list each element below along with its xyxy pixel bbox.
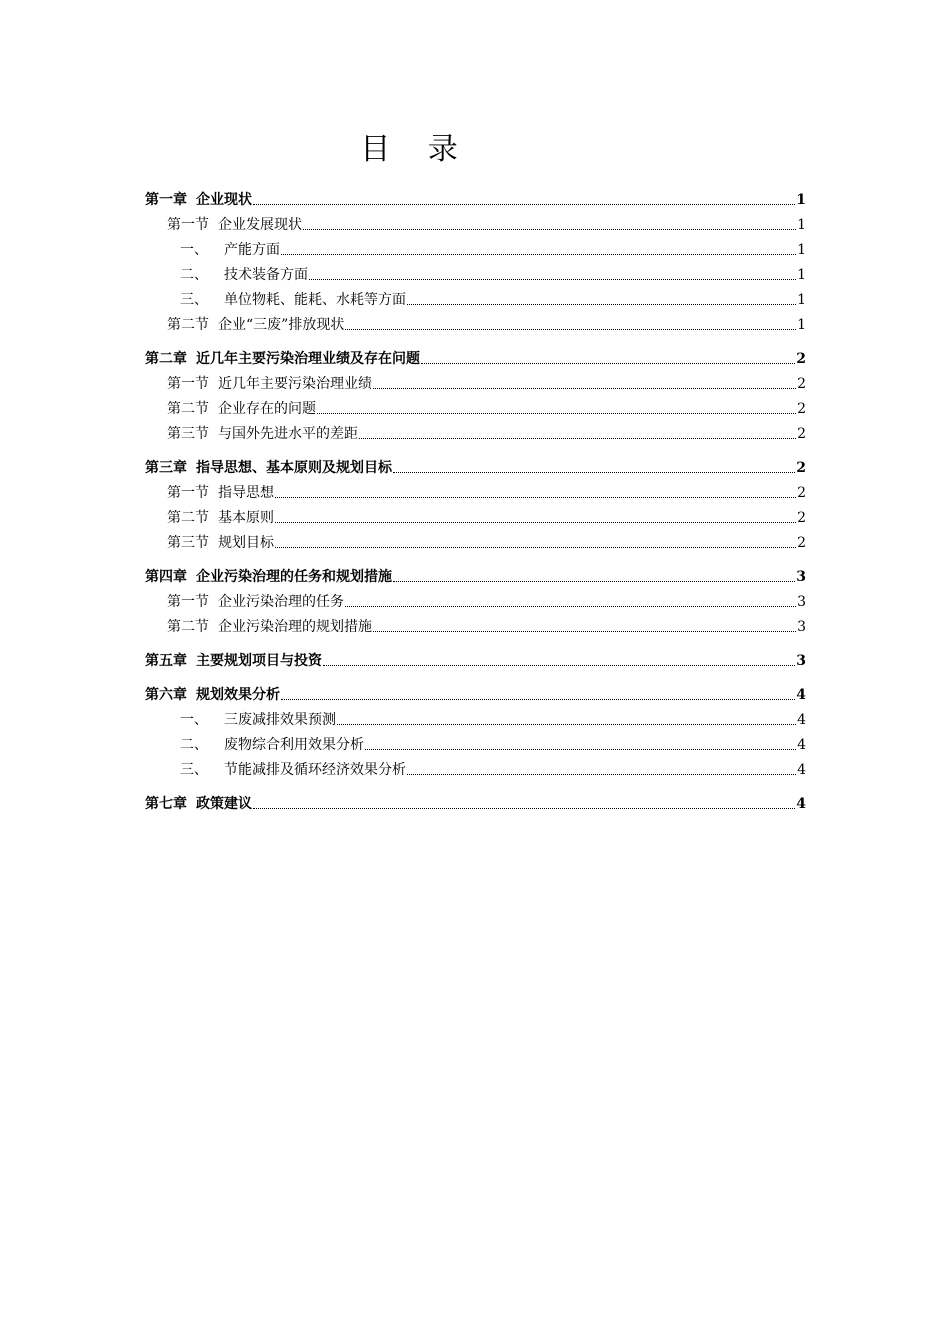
- toc-section-entry[interactable]: [145, 612, 806, 637]
- toc-entry-title: 三废减排效果预测: [224, 712, 336, 728]
- toc-dot-leader: [373, 388, 796, 389]
- toc-dot-leader: [337, 724, 796, 725]
- toc-dot-leader: [253, 808, 795, 809]
- toc-page-number: 1: [797, 242, 806, 258]
- toc-page-number: 2: [796, 460, 806, 476]
- toc-page-number: 2: [797, 510, 806, 526]
- toc-page-number: 2: [797, 535, 806, 551]
- toc-page-number: 2: [797, 426, 806, 442]
- toc-dot-leader: [303, 229, 796, 230]
- toc-entry-number: 第三节: [167, 426, 209, 442]
- toc-section-entry[interactable]: [145, 503, 806, 528]
- toc-section-entry[interactable]: [145, 369, 806, 394]
- toc-entry-number: 第二节: [167, 510, 209, 526]
- toc-entry-number: 第三章: [145, 460, 187, 476]
- toc-entry-title: 主要规划项目与投资: [196, 653, 322, 669]
- toc-entry-title: 企业污染治理的任务和规划措施: [196, 569, 392, 585]
- toc-entry-title: 政策建议: [196, 796, 252, 812]
- toc-entry-number: 第一节: [167, 376, 209, 392]
- toc-entry-number: 第二节: [167, 619, 209, 635]
- toc-page-number: 4: [797, 737, 806, 753]
- toc-entry-title: 节能减排及循环经济效果分析: [224, 762, 406, 778]
- toc-entry-number: 第二章: [145, 351, 187, 367]
- toc-page-number: 4: [796, 796, 806, 812]
- toc-entry-number: 第二节: [167, 317, 209, 333]
- toc-entry-title: 与国外先进水平的差距: [218, 426, 358, 442]
- toc-chapter-entry[interactable]: [145, 789, 806, 814]
- toc-entry-number: 第二节: [167, 401, 209, 417]
- toc-entry-number: 第七章: [145, 796, 187, 812]
- toc-dot-leader: [275, 497, 796, 498]
- toc-entry-number: 一、: [180, 242, 208, 258]
- toc-entry-title: 企业“三废”排放现状: [218, 317, 345, 333]
- toc-entry-number: 二、: [180, 267, 208, 283]
- toc-item-entry[interactable]: [145, 730, 806, 755]
- toc-page-number: 3: [796, 653, 806, 669]
- toc-entry-number: 第一章: [145, 192, 187, 208]
- toc-chapter-entry[interactable]: [145, 185, 806, 210]
- toc-dot-leader: [309, 279, 796, 280]
- toc-entry-number: 二、: [180, 737, 208, 753]
- toc-page-number: 1: [797, 292, 806, 308]
- toc-entry-number: 一、: [180, 712, 208, 728]
- toc-entry-title: 企业存在的问题: [218, 401, 316, 417]
- toc-title: 目 录: [360, 132, 472, 167]
- toc-dot-leader: [373, 631, 796, 632]
- toc-entry-title: 近几年主要污染治理业绩: [218, 376, 372, 392]
- toc-page-number: 1: [797, 317, 806, 333]
- toc-item-entry[interactable]: [145, 755, 806, 780]
- toc-entry-number: 第五章: [145, 653, 187, 669]
- toc-dot-leader: [253, 204, 795, 205]
- toc-dot-leader: [365, 749, 796, 750]
- toc-entry-title: 近几年主要污染治理业绩及存在问题: [196, 351, 420, 367]
- toc-dot-leader: [359, 438, 796, 439]
- toc-entry-number: 第四章: [145, 569, 187, 585]
- toc-page-number: 3: [796, 569, 806, 585]
- toc-entry-title: 企业污染治理的任务: [218, 594, 344, 610]
- toc-entry-number: 三、: [180, 292, 208, 308]
- toc-entry-title: 企业发展现状: [218, 217, 302, 233]
- toc-section-entry[interactable]: [145, 478, 806, 503]
- toc-dot-leader: [407, 774, 796, 775]
- toc-dot-leader: [317, 413, 796, 414]
- toc-section-entry[interactable]: [145, 528, 806, 553]
- toc-page-number: 2: [797, 485, 806, 501]
- toc-section-entry[interactable]: [145, 394, 806, 419]
- toc-dot-leader: [393, 472, 795, 473]
- toc-dot-leader: [281, 699, 795, 700]
- toc-page-number: 4: [797, 762, 806, 778]
- toc-page-number: 2: [797, 401, 806, 417]
- toc-entry-number: 第一节: [167, 485, 209, 501]
- toc-entry-title: 指导思想: [218, 485, 274, 501]
- toc-dot-leader: [345, 329, 796, 330]
- toc-page-number: 3: [797, 594, 806, 610]
- toc-section-entry[interactable]: [145, 210, 806, 235]
- toc-dot-leader: [281, 254, 796, 255]
- toc-page-number: 1: [796, 192, 806, 208]
- toc-entry-title: 规划效果分析: [196, 687, 280, 703]
- toc-entry-number: 第三节: [167, 535, 209, 551]
- toc-chapter-entry[interactable]: [145, 453, 806, 478]
- toc-entry-title: 企业污染治理的规划措施: [218, 619, 372, 635]
- toc-dot-leader: [275, 522, 796, 523]
- toc-entry-title: 规划目标: [218, 535, 274, 551]
- toc-chapter-entry[interactable]: [145, 646, 806, 671]
- toc-dot-leader: [345, 606, 796, 607]
- toc-section-entry[interactable]: [145, 310, 806, 335]
- toc-entry-number: 第一节: [167, 594, 209, 610]
- toc-dot-leader: [407, 304, 796, 305]
- toc-entry-number: 三、: [180, 762, 208, 778]
- toc-page-number: 2: [797, 376, 806, 392]
- toc-section-entry[interactable]: [145, 587, 806, 612]
- toc-entry-number: 第六章: [145, 687, 187, 703]
- toc-entry-title: 基本原则: [218, 510, 274, 526]
- toc-list: [145, 185, 806, 814]
- toc-page-number: 1: [797, 217, 806, 233]
- toc-item-entry[interactable]: [145, 260, 806, 285]
- toc-dot-leader: [421, 363, 795, 364]
- toc-section-entry[interactable]: [145, 419, 806, 444]
- toc-chapter-entry[interactable]: [145, 344, 806, 369]
- toc-entry-number: 第一节: [167, 217, 209, 233]
- toc-entry-title: 单位物耗、能耗、水耗等方面: [224, 292, 406, 308]
- toc-item-entry[interactable]: [145, 235, 806, 260]
- toc-entry-title: 指导思想、基本原则及规划目标: [196, 460, 392, 476]
- toc-page-number: 2: [796, 351, 806, 367]
- toc-item-entry[interactable]: [145, 705, 806, 730]
- toc-entry-title: 废物综合利用效果分析: [224, 737, 364, 753]
- toc-page-number: 1: [797, 267, 806, 283]
- toc-dot-leader: [323, 665, 795, 666]
- toc-entry-title: 产能方面: [224, 242, 280, 258]
- toc-dot-leader: [393, 581, 795, 582]
- toc-page-number: 4: [797, 712, 806, 728]
- toc-entry-title: 企业现状: [196, 192, 252, 208]
- toc-page-number: 4: [796, 687, 806, 703]
- toc-chapter-entry[interactable]: [145, 562, 806, 587]
- toc-chapter-entry[interactable]: [145, 680, 806, 705]
- toc-item-entry[interactable]: [145, 285, 806, 310]
- toc-entry-title: 技术装备方面: [224, 267, 308, 283]
- toc-page-number: 3: [797, 619, 806, 635]
- toc-dot-leader: [275, 547, 796, 548]
